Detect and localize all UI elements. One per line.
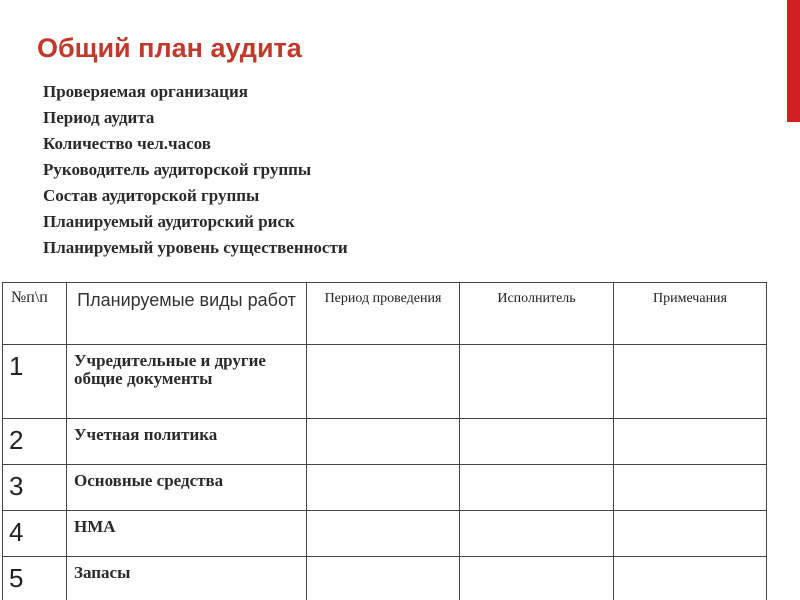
row-number: 3: [3, 465, 67, 511]
row-executor-cell[interactable]: [460, 465, 614, 511]
row-number: 5: [3, 557, 67, 600]
audit-info-list: [43, 81, 463, 263]
audit-plan-table: [2, 282, 767, 600]
header-executor: Исполнитель: [460, 283, 614, 345]
info-item-man-hours: Количество чел.часов: [43, 134, 211, 153]
table-row: [3, 511, 767, 557]
info-item-audit-risk: Планируемый аудиторский риск: [43, 212, 295, 231]
row-executor-cell[interactable]: [460, 419, 614, 465]
accent-bar: [787, 0, 800, 122]
row-notes-cell[interactable]: [614, 465, 767, 511]
row-notes-cell[interactable]: [614, 419, 767, 465]
table-row: [3, 465, 767, 511]
row-executor-cell[interactable]: [460, 557, 614, 600]
row-period-cell[interactable]: [307, 557, 460, 600]
table-row: [3, 419, 767, 465]
row-period-cell[interactable]: [307, 511, 460, 557]
header-period: Период проведения: [307, 283, 460, 345]
row-work: Основные средства: [67, 465, 307, 511]
row-notes-cell[interactable]: [614, 511, 767, 557]
info-item-audit-period: Период аудита: [43, 108, 155, 127]
slide-title: Общий план аудита: [37, 33, 302, 63]
row-executor-cell[interactable]: [460, 511, 614, 557]
row-work: НМА: [67, 511, 307, 557]
row-work: Учетная политика: [67, 419, 307, 465]
row-period-cell[interactable]: [307, 345, 460, 419]
header-work: Планируемые виды работ: [67, 283, 307, 345]
row-executor-cell[interactable]: [460, 345, 614, 419]
row-period-cell[interactable]: [307, 419, 460, 465]
info-item-team-members: Состав аудиторской группы: [43, 186, 260, 205]
row-period-cell[interactable]: [307, 465, 460, 511]
info-item-organization: Проверяемая организация: [43, 82, 248, 101]
info-item-team-leader: Руководитель аудиторской группы: [43, 160, 312, 179]
row-notes-cell[interactable]: [614, 345, 767, 419]
header-notes: Примечания: [614, 283, 767, 345]
row-notes-cell[interactable]: [614, 557, 767, 600]
info-item-materiality: Планируемый уровень существенности: [43, 238, 348, 257]
row-number: 4: [3, 511, 67, 557]
table-header-row: [3, 283, 767, 345]
table-row: [3, 345, 767, 419]
row-work: Запасы: [67, 557, 307, 600]
table-row: [3, 557, 767, 600]
header-num: №п\п: [3, 283, 67, 345]
row-number: 2: [3, 419, 67, 465]
row-number: 1: [3, 345, 67, 419]
row-work: Учредительные и другие общие документы: [67, 345, 307, 419]
